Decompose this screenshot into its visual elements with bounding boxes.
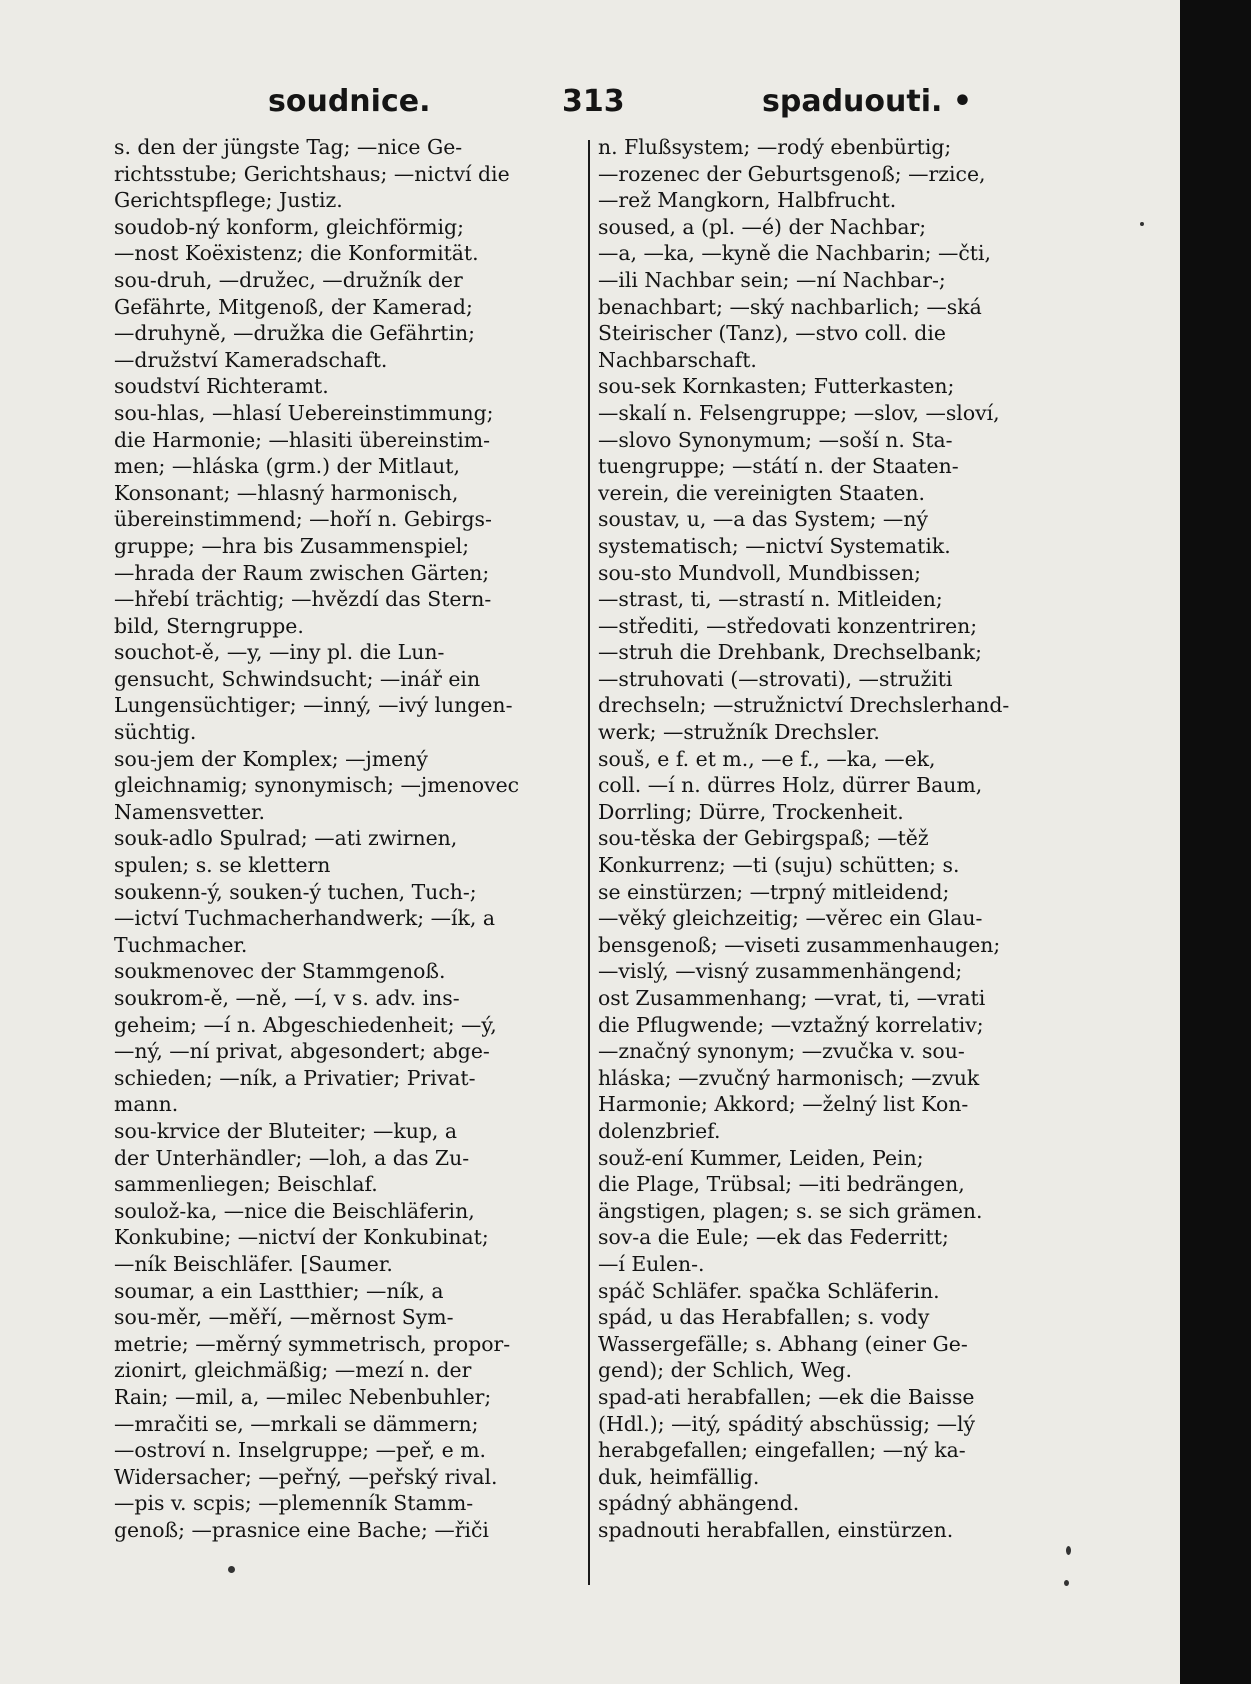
- dictionary-line: soustav, u, —a das System; —ný: [598, 507, 928, 532]
- dictionary-line: Namensvetter.: [114, 799, 266, 824]
- dictionary-line: duk, heimfällig.: [598, 1464, 760, 1489]
- dictionary-line: werk; —stružník Drechsler.: [598, 720, 880, 745]
- dictionary-line: dolenzbrief.: [598, 1118, 721, 1143]
- dictionary-line: coll. —í n. dürres Holz, dürrer Baum,: [598, 773, 983, 798]
- dictionary-line: gleichnamig; synonymisch; —jmenovec: [114, 773, 520, 798]
- dictionary-line: souchot-ě, —y, —iny pl. die Lun-: [114, 640, 445, 665]
- dictionary-line: —a, —ka, —kyně die Nachbarin; —čti,: [598, 241, 991, 266]
- dictionary-line: souk-adlo Spulrad; —ati zwirnen,: [114, 826, 458, 851]
- dictionary-line: spulen; s. se klettern: [114, 853, 331, 878]
- dictionary-line: —střediti, —středovati konzentriren;: [598, 613, 978, 638]
- dictionary-line: sou-měr, —měří, —měrnost Sym-: [114, 1305, 454, 1330]
- ink-speck: [1066, 1546, 1071, 1555]
- dictionary-line: —ili Nachbar sein; —ní Nachbar-;: [598, 267, 946, 292]
- dictionary-line: Harmonie; Akkord; —želný list Kon-: [598, 1092, 969, 1117]
- dictionary-line: spád, u das Herabfallen; s. vody: [598, 1305, 930, 1330]
- dictionary-line: verein, die vereinigten Staaten.: [598, 480, 925, 505]
- dictionary-line: soudství Richteramt.: [114, 374, 329, 399]
- dictionary-line: —ictví Tuchmacherhandwerk; —ík, a: [114, 906, 496, 931]
- dictionary-line: soudob-ný konform, gleichförmig;: [114, 214, 464, 239]
- dictionary-line: hláska; —zvučný harmonisch; —zvuk: [598, 1065, 980, 1090]
- dictionary-line: men; —hláska (grm.) der Mitlaut,: [114, 454, 460, 479]
- dictionary-line: herabgefallen; eingefallen; —ný ka-: [598, 1438, 966, 1463]
- dictionary-line: sou-sto Mundvoll, Mundbissen;: [598, 560, 921, 585]
- dictionary-line: ost Zusammenhang; —vrat, ti, —vrati: [598, 986, 986, 1010]
- dictionary-line: bild, Sterngruppe.: [114, 613, 304, 638]
- dictionary-line: (Hdl.); —itý, spáditý abschüssig; —lý: [598, 1411, 976, 1436]
- dictionary-line: —struh die Drehbank, Drechselbank;: [598, 640, 982, 665]
- dictionary-line: übereinstimmend; —hoří n. Gebirgs-: [114, 507, 492, 532]
- dictionary-line: Steirischer (Tanz), —stvo coll. die: [598, 321, 946, 346]
- dictionary-line: —hrada der Raum zwischen Gärten;: [114, 560, 490, 585]
- dictionary-line: soumar, a ein Lastthier; —ník, a: [114, 1278, 444, 1303]
- dictionary-line: souž-ení Kummer, Leiden, Pein;: [598, 1145, 924, 1170]
- dictionary-line: —družství Kameradschaft.: [114, 347, 388, 372]
- dictionary-line: sou-sek Kornkasten; Futterkasten;: [598, 374, 955, 399]
- dictionary-line: Nachbarschaft.: [598, 347, 757, 372]
- dictionary-line: mann.: [114, 1092, 179, 1117]
- dictionary-line: richtsstube; Gerichtshaus; —nictví die: [114, 161, 510, 186]
- dictionary-line: sou-hlas, —hlasí Uebereinstimmung;: [114, 400, 494, 425]
- dictionary-line: gruppe; —hra bis Zusammenspiel;: [114, 533, 470, 558]
- dictionary-line: Wassergefälle; s. Abhang (einer Ge-: [598, 1331, 968, 1356]
- dictionary-line: spádný abhängend.: [598, 1491, 800, 1516]
- dictionary-line: Tuchmacher.: [114, 932, 248, 957]
- dictionary-line: —vislý, —visný zusammenhängend;: [598, 959, 963, 984]
- page-edge: [1180, 0, 1251, 1684]
- dictionary-line: Gefährte, Mitgenoß, der Kamerad;: [114, 294, 473, 319]
- dictionary-line: genoß; —prasnice eine Bache; —řiči: [114, 1517, 489, 1542]
- dictionary-line: —ník Beischläfer. [Saumer.: [114, 1251, 393, 1276]
- dictionary-line: —mračiti se, —mrkali se dämmern;: [114, 1411, 479, 1436]
- dictionary-line: —rež Mangkorn, Halbfrucht.: [598, 188, 897, 213]
- ink-speck: [1140, 222, 1144, 226]
- dictionary-line: —ostroví n. Inselgruppe; —peř, e m.: [114, 1438, 487, 1463]
- dictionary-line: drechseln; —stružnictví Drechslerhand-: [598, 693, 1010, 718]
- page-number: 313: [562, 84, 625, 119]
- dictionary-line: der Unterhändler; —loh, a das Zu-: [114, 1145, 470, 1170]
- dictionary-line: gensucht, Schwindsucht; —inář ein: [114, 666, 481, 691]
- left-guide-word: soudnice.: [268, 84, 431, 119]
- ink-speck: [228, 1566, 235, 1573]
- dictionary-line: gend); der Schlich, Weg.: [598, 1358, 852, 1383]
- dictionary-line: tuengruppe; —státí n. der Staaten-: [598, 454, 959, 479]
- dictionary-line: —pis v. scpis; —plemenník Stamm-: [114, 1491, 474, 1516]
- dictionary-line: —hřebí trächtig; —hvězdí das Stern-: [114, 587, 492, 612]
- dictionary-line: —značný synonym; —zvučka v. sou-: [598, 1039, 965, 1064]
- dictionary-line: die Pflugwende; —vztažný korrelativ;: [598, 1012, 984, 1037]
- dictionary-line: sou-jem der Komplex; —jmený: [114, 746, 428, 771]
- dictionary-line: Konkubine; —nictví der Konkubinat;: [114, 1225, 489, 1250]
- dictionary-line: spáč Schläfer. spačka Schläferin.: [598, 1278, 940, 1303]
- dictionary-line: geheim; —í n. Abgeschiedenheit; —ý,: [114, 1012, 497, 1037]
- dictionary-line: —skalí n. Felsengruppe; —slov, —sloví,: [598, 400, 1000, 425]
- dictionary-line: bensgenoß; —viseti zusammenhaugen;: [598, 932, 1001, 957]
- dictionary-line: Dorrling; Dürre, Trockenheit.: [598, 799, 904, 824]
- dictionary-line: sou-těska der Gebirgspaß; —těž: [598, 826, 929, 851]
- dictionary-line: spad-ati herabfallen; —ek die Baisse: [598, 1384, 975, 1409]
- page-header: [0, 84, 1180, 128]
- column-divider: [588, 140, 590, 1585]
- dictionary-line: —rozenec der Geburtsgenoß; —rzice,: [598, 161, 986, 186]
- dictionary-line: schieden; —ník, a Privatier; Privat-: [114, 1065, 476, 1090]
- dictionary-line: Konkurrenz; —ti (suju) schütten; s.: [598, 853, 960, 878]
- right-column: [598, 134, 1073, 1634]
- dictionary-line: die Plage, Trübsal; —iti bedrängen,: [598, 1172, 965, 1197]
- dictionary-line: Rain; —mil, a, —milec Nebenbuhler;: [114, 1384, 492, 1409]
- dictionary-line: souš, e f. et m., —e f., —ka, —ek,: [598, 746, 936, 771]
- dictionary-line: zionirt, gleichmäßig; —mezí n. der: [114, 1358, 472, 1383]
- dictionary-line: soukmenovec der Stammgenoß.: [114, 959, 446, 984]
- dictionary-line: ängstigen, plagen; s. se sich grämen.: [598, 1198, 983, 1223]
- dictionary-line: —druhyně, —družka die Gefährtin;: [114, 321, 475, 346]
- dictionary-line: n. Flußsystem; —rodý ebenbürtig;: [598, 135, 952, 159]
- dictionary-line: systematisch; —nictví Systematik.: [598, 533, 951, 558]
- dictionary-line: sou-druh, —družec, —družník der: [114, 267, 463, 292]
- right-guide-word: spaduouti. •: [762, 84, 973, 119]
- dictionary-line: die Harmonie; —hlasiti übereinstim-: [114, 427, 491, 452]
- dictionary-line: —nost Koëxistenz; die Konformität.: [114, 241, 479, 266]
- dictionary-line: soulož-ka, —nice die Beischläferin,: [114, 1198, 475, 1223]
- dictionary-line: —í Eulen-.: [598, 1251, 705, 1276]
- dictionary-line: —struhovati (—strovati), —stružiti: [598, 666, 953, 691]
- dictionary-line: soukrom-ě, —ně, —í, v s. adv. ins-: [114, 986, 460, 1010]
- dictionary-line: soused, a (pl. —é) der Nachbar;: [598, 214, 927, 239]
- dictionary-line: s. den der jüngste Tag; —nice Ge-: [114, 135, 463, 159]
- dictionary-line: Gerichtspflege; Justiz.: [114, 188, 343, 213]
- dictionary-line: —ný, —ní privat, abgesondert; abge-: [114, 1039, 490, 1064]
- dictionary-line: süchtig.: [114, 720, 197, 745]
- dictionary-line: soukenn-ý, souken-ý tuchen, Tuch-;: [114, 879, 477, 904]
- dictionary-line: Lungensüchtiger; —inný, —ivý lungen-: [114, 693, 513, 718]
- left-column: [114, 134, 584, 1634]
- dictionary-line: sou-krvice der Bluteiter; —kup, a: [114, 1118, 458, 1143]
- dictionary-line: sammenliegen; Beischlaf.: [114, 1172, 378, 1197]
- dictionary-line: Widersacher; —peřný, —peřský rival.: [114, 1464, 498, 1489]
- dictionary-line: benachbart; —ský nachbarlich; —ská: [598, 294, 982, 319]
- dictionary-line: —věký gleichzeitig; —věrec ein Glau-: [598, 906, 983, 931]
- dictionary-line: se einstürzen; —trpný mitleidend;: [598, 879, 950, 904]
- dictionary-line: spadnouti herabfallen, einstürzen.: [598, 1517, 954, 1542]
- dictionary-line: —strast, ti, —strastí n. Mitleiden;: [598, 587, 943, 612]
- dictionary-line: metrie; —měrný symmetrisch, propor-: [114, 1331, 511, 1356]
- ink-speck: [1064, 1580, 1069, 1586]
- dictionary-line: Konsonant; —hlasný harmonisch,: [114, 480, 459, 505]
- dictionary-line: —slovo Synonymum; —soší n. Sta-: [598, 427, 953, 452]
- dictionary-line: sov-a die Eule; —ek das Federritt;: [598, 1225, 949, 1250]
